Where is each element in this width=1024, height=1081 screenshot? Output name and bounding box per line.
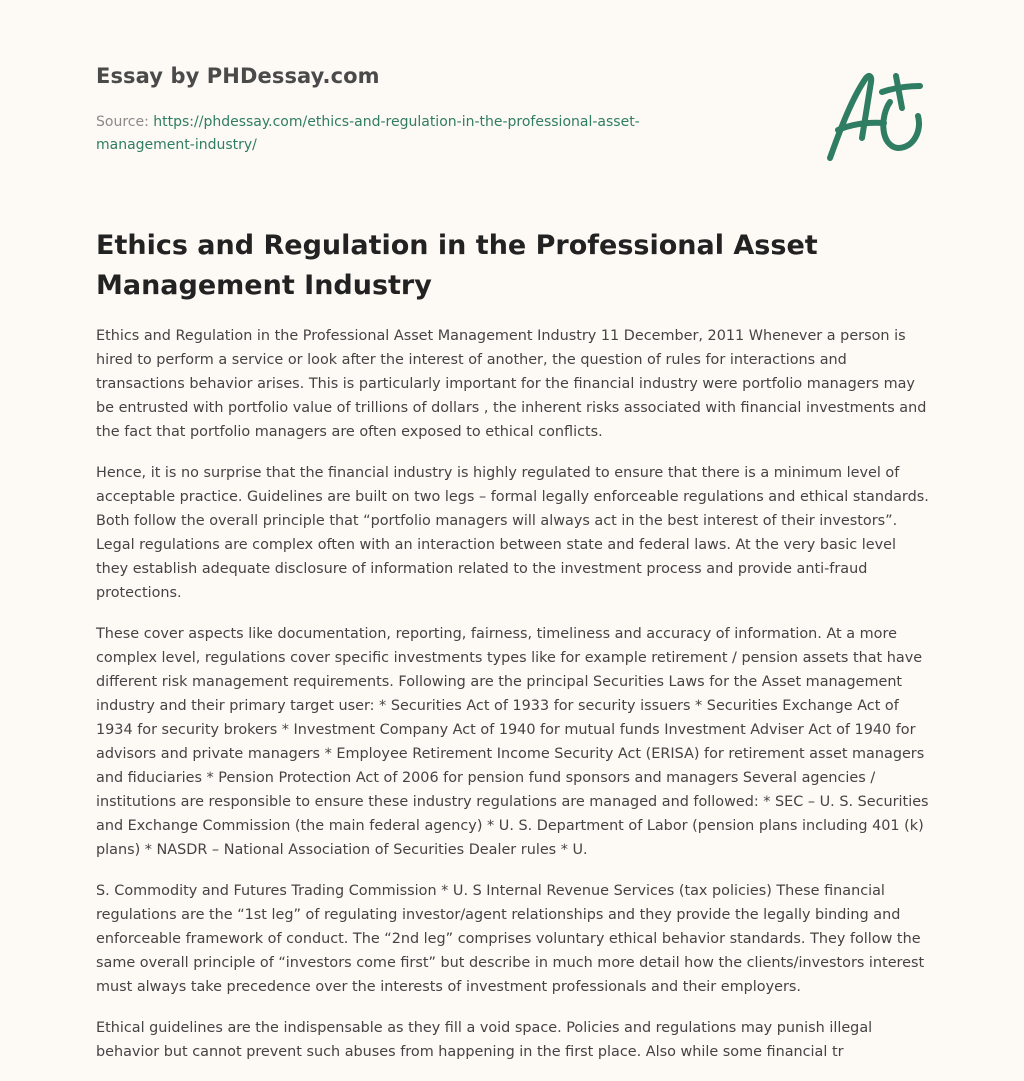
source-label: Source:: [96, 114, 149, 130]
article-body: [96, 324, 932, 1081]
a-plus-grade-icon: [822, 68, 932, 168]
article-paragraph: Hence, it is no surprise that the financial industry is highly regulated to ensure that there is a minimum level of acceptable practice. Guidelines are built on two legs – formal legally enforceable regulations and ethical standards. Both follow the overall principle that “portfolio managers will always act in the best interest of their investors”. Legal regulations are complex often with an interaction between state and federal laws. At the very basic level they establish adequate disclosure of information related to the investment process and provide anti-fraud protections.: [96, 465, 929, 601]
source-link[interactable]: https://phdessay.com/ethics-and-regulation-in-the-professional-asset-management-industry/: [96, 114, 640, 153]
article-paragraph: S. Commodity and Futures Trading Commission * U. S Internal Revenue Services (tax policies) These financial regulations are the “1st leg” of regulating investor/agent relationships and they provide the legally binding and enforceable framework of conduct. The “2nd leg” comprises voluntary ethical behavior standards. They follow the same overall principle of “investors come first” but describe in much more detail how the clients/investors interest must always take precedence over the interests of investment professionals and their employers.: [96, 883, 925, 995]
article-title: Ethics and Regulation in the Professional Asset Management Industry: [96, 230, 818, 301]
site-brand: Essay by PHDessay.com: [96, 64, 380, 88]
a-plus-logo: [822, 68, 932, 168]
article-paragraph: These cover aspects like documentation, reporting, fairness, timeliness and accuracy of information. At a more complex level, regulations cover specific investments types like for example retirement / pension assets that have different risk management requirements. Following are the principal Securities Laws for the Asset management industry and their primary target user: * Securities Act of 1933 for security issuers * Securities Exchange Act of 1934 for security brokers * Investment Company Act of 1940 for mutual funds Investment Adviser Act of 1940 for advisors and private managers * Employee Retirement Income Security Act (ERISA) for retirement asset managers and fiduciaries * Pension Protection Act of 2006 for pension fund sponsors and managers Several agencies / institutions are responsible to ensure these industry regulations are managed and followed: * SEC – U. S. Securities and Exchange Commission (the main federal agency) * U. S. Department of Labor (pension plans including 401 (k) plans) * NASDR – National Association of Securities Dealer rules * U.: [96, 626, 929, 858]
source-line: [96, 111, 716, 157]
article-paragraph: Ethics and Regulation in the Professional Asset Management Industry 11 December, 2011 Whenever a person is hired to perform a service or look after the interest of another, the question of rules for interactions and transactions behavior arises. This is particularly important for the financial industry were portfolio managers may be entrusted with portfolio value of trillions of dollars , the inherent risks associated with financial investments and the fact that portfolio managers are often exposed to ethical conflicts.: [96, 328, 927, 440]
article-paragraph: Ethical guidelines are the indispensable as they fill a void space. Policies and regulations may punish illegal behavior but cannot prevent such abuses from happening in the first place. Also while some financial tr: [96, 1020, 873, 1060]
